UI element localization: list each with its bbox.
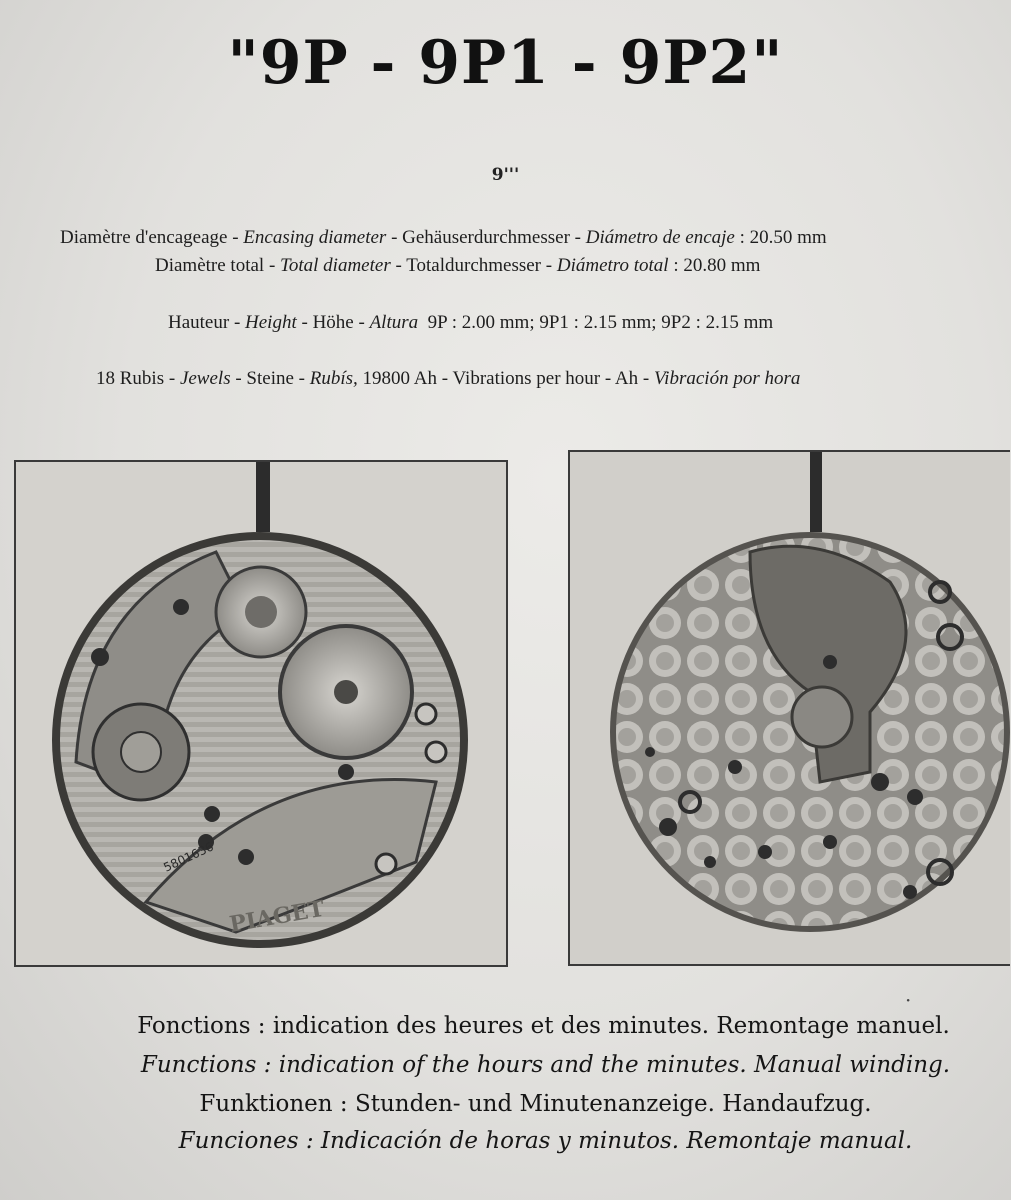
caliber-size: 9''' (491, 165, 520, 185)
spec-label-de: Gehäuserdurchmesser (402, 227, 570, 248)
piaget-logo-engraving: PIAGET (227, 895, 327, 938)
movement-illustration-dial-side (570, 452, 1010, 964)
spec-separator: - (441, 368, 449, 389)
paper-speck: · (905, 988, 912, 1012)
spec-label-es: Diámetro total (556, 255, 669, 276)
functions-en: Functions : indication of the hours and the minutes. Manual winding. (140, 1052, 951, 1078)
spec-encasing-diameter (60, 227, 827, 249)
spec-label-fr: 18 Rubis (96, 368, 165, 389)
spec-value: : 20.50 mm (739, 227, 827, 248)
spec-separator: - (545, 255, 553, 276)
spec-separator: - (604, 368, 612, 389)
spec-jewels-vibrations (96, 368, 800, 390)
spec-vph-es: Vibración por hora (653, 368, 801, 389)
spec-separator: - (395, 255, 402, 276)
spec-label-de: Totaldurchmesser (406, 255, 542, 276)
spec-label-en: Height (245, 312, 297, 333)
spec-label-es: Rubís, (309, 368, 358, 389)
functions-es: Funciones : Indicación de horas y minutos. Remontaje manual. (178, 1128, 913, 1154)
functions-fr: Fonctions : indication des heures et des minutes. Remontage manuel. (137, 1013, 950, 1039)
movement-photo-bridge-side (14, 460, 508, 967)
spec-label-fr: Diamètre d'encageage (60, 227, 228, 248)
spec-ah: Ah (614, 368, 639, 389)
spec-label-en: Encasing diameter (243, 227, 387, 248)
spec-separator: - (642, 368, 650, 389)
spec-separator: - (268, 255, 276, 276)
spec-label-de: Höhe (312, 312, 354, 333)
spec-separator: - (358, 312, 365, 333)
spec-separator: - (298, 368, 305, 389)
spec-label-de: Steine (246, 368, 294, 389)
movement-photo-dial-side (568, 450, 1010, 966)
spec-separator: - (301, 312, 308, 333)
spec-separator: - (232, 227, 239, 248)
functions-de: Funktionen : Stunden- und Minutenanzeige. Handaufzug. (199, 1091, 872, 1117)
spec-vph-value: 19800 Ah (362, 368, 437, 389)
spec-label-en: Total diameter (280, 255, 391, 276)
spec-separator: - (574, 227, 581, 248)
spec-separator: - (233, 312, 241, 333)
spec-separator: - (168, 368, 176, 389)
spec-label-fr: Diamètre total (155, 255, 265, 276)
spec-label-es: Altura (369, 312, 419, 333)
spec-label-es: Diámetro de encaje (585, 227, 735, 248)
movement-illustration-bridge-side (16, 462, 506, 965)
page-title: "9P - 9P1 - 9P2" (227, 28, 784, 98)
movement-serial-engraving: 5801636 (161, 839, 216, 875)
spec-label-fr: Hauteur (168, 312, 230, 333)
spec-vph-en: Vibrations per hour (452, 368, 601, 389)
spec-height (168, 312, 773, 334)
spec-value: : 20.80 mm (673, 255, 761, 276)
spec-total-diameter (155, 255, 760, 277)
spec-separator: - (235, 368, 242, 389)
spec-value: 9P : 2.00 mm; 9P1 : 2.15 mm; 9P2 : 2.15 mm (427, 312, 774, 333)
spec-separator: - (391, 227, 398, 248)
spec-label-en: Jewels (179, 368, 231, 389)
